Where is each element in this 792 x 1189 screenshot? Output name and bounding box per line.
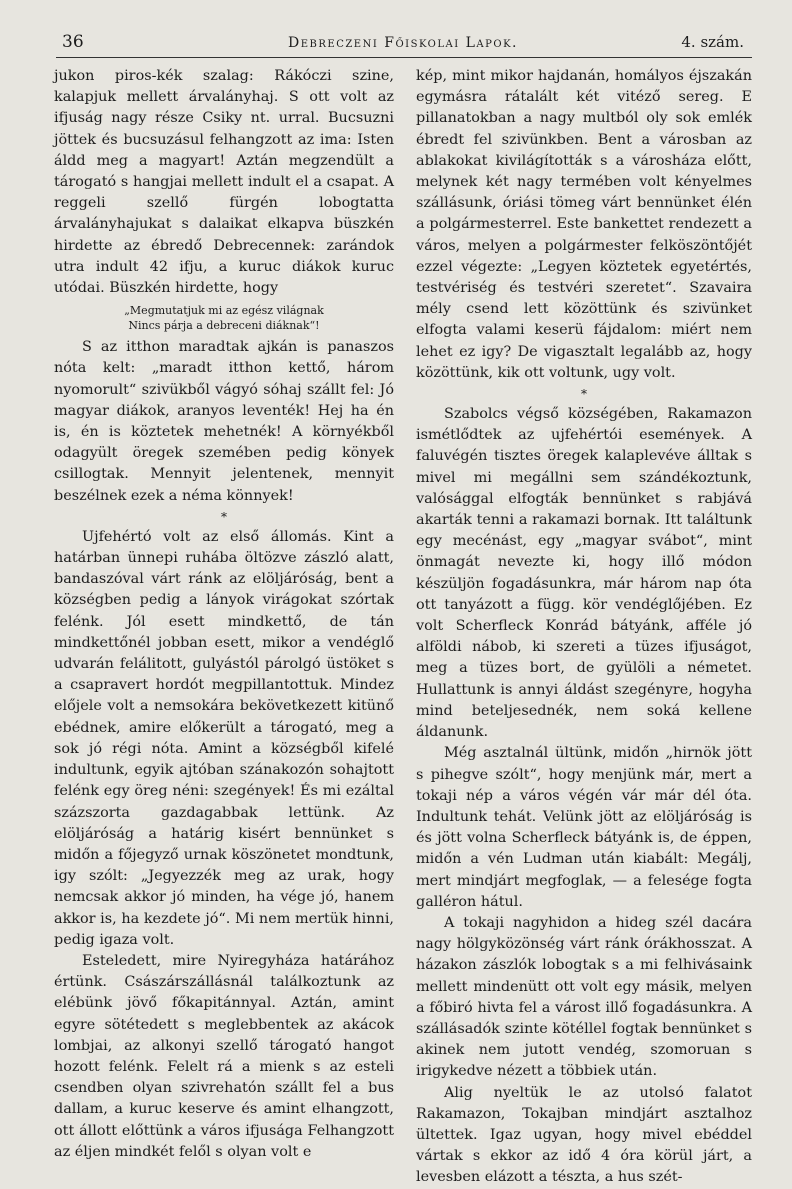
song-quote-line-2: Nincs párja a debreceni diáknak“! xyxy=(128,319,320,333)
right-paragraph-5: Alig nyeltük le az utolsó falatot Rakamazon, Tokajban mindjárt asztalhoz ültettek. Igaz ugyan, hogy mivel ebéddel vártak s ekkor az idő 4 óra körül járt, a levesben elázott a tészta, a hus szét- xyxy=(416,1084,752,1186)
issue-number: 4. szám. xyxy=(681,33,744,51)
right-paragraph-3: Még asztalnál ültünk, midőn „hirnök jött s pihegve szólt“, hogy menjünk már, mert a tokaji nép a város végén vár már dél óta. Indultunk tehát. Velünk jött az elöljáróság is és jött volna Scherfleck bátyánk is, de éppen, midőn a vén Ludman után kiabált: Megálj, mert mindjárt megfoglak, — a felesége fogta galléron hátul. xyxy=(416,745,752,910)
page-number: 36 xyxy=(62,32,84,52)
left-paragraph-3: Ujfehértó volt az első állomás. Kint a határban ünnepi ruhába öltözve zászló alatt, bandaszóval várt ránk az elöljáróság, bent a községben pedig a lányok virágokat szórtak felénk. Jól esett mindkettő, de tán mindkettőnél jobban esett, mikor a vendéglő udvarán felálitott, gulyástól párolgó üstöket s a csapravert hordót megpillantottuk. Mindez előjele volt a nemsokára bekövetkezett kitünő ebédnek, amire előkerült a tárogató, meg a sok jó régi nóta. Amint a községből kifelé indultunk, egyik ajtóban szánakozón sohajtott felénk egy öreg néni: szegények! És mi ezáltal százszorta gazdagabbak lettünk. Az elöljáróság a határig kisért bennünket s midőn a főjegyző urnak köszönetet mondtunk, igy szólt: „Jegyezzék meg az urak, hogy nemcsak akkor jó minden, ha vége jó, hanem akkor is, ha kezdete jó“. Mi nem mertük hinni, pedig igaza volt. xyxy=(54,528,394,948)
left-paragraph-4: Esteledett, mire Nyiregyháza határához értünk. Császárszállásnál találkoztunk az elébünk jövő főkapitánnyal. Aztán, amint egyre sötétedett s meglebbentek az akácok lombjai, az alkonyi szellő tárogató hangot hozott felénk. Felelt rá a mienk s az esteli csendben olyan szivrehatón szállt fel a bus dallam, a kuruc keserve és amint elhangzott, ott állott előttünk a város ifjusága Felhangzott az éljen mindkét felől s olyan volt e xyxy=(54,952,394,1160)
right-paragraph-1: kép, mint mikor hajdanán, homályos éjszakán egymásra rátalált két vitéző sereg. E pillanatokban a nagy multból oly sok emlék ébredt fel szivünkben. Bent a városban az ablakokat kivilágították s a városháza előtt, melynek két nagy termében volt kényelmes szállásunk, óriási tömeg várt bennünket élén a polgármesterrel. Este bankettet rendezett a város, melyen a polgármester felköszöntőjét ezzel végezte: „Legyen köztetek egyetértés, testvériség és testvéri szeretet“. Szavaira mély csend lett közöttünk és szivünket elfogta valami keserü fájdalom: miért nem lehet ez igy? De vigasztalt legalább az, hogy közöttünk, kik ott voltunk, ugy volt. xyxy=(416,68,752,381)
right-paragraph-2: Szabolcs végső községében, Rakamazon ismétlődtek az ujfehértói események. A faluvégén tisztes öregek kalaplevéve álltak s mivel mi megállni sem szándékoztunk, valósággal elfogták bennünket s rabjává akarták tenni a rakamazi bornak. Itt találtunk egy mecénást, egy „magyar svábot“, mint önmagát nevezte ki, hogy illő módon készüljön fogadásunkra, már három nap óta ott tanyázott a függ. kör vendéglőjében. Ez volt Scherfleck Konrád bátyánk, afféle jó alföldi nábob, ki szereti a tüzes ifjuságot, meg a tüzes bort, de gyülöli a németet. Hullattunk is annyi áldást szegényre, hogyha mind beteljesednék, nem soká kellene áldanunk. xyxy=(416,406,752,741)
section-separator: * xyxy=(581,387,587,402)
song-quote-line-1: „Megmutatjuk mi az egész világnak xyxy=(124,304,324,318)
left-paragraph-1: jukon piros-kék szalag: Rákóczi szine, kalapjuk mellett árvalányhaj. S ott volt az ifjuság nagy része Csiky nt. urral. Bucsuzni jöttek és bucsuzásul felhangzott az ima: Isten áldd meg a magyart! Aztán megzendült a tárogató s hangjai mellett indult el a csapat. A reggeli szellő fürgén lobogtatta árvalányhajukat s dalaikat elkapva büszkén hirdette az ébredő Debrecennek: zarándok utra indult 42 ifju, a kuruc diákok kuruc utódai. Büszkén hirdette, hogy xyxy=(54,68,394,297)
left-column xyxy=(54,66,394,1163)
left-paragraph-2: S az itthon maradtak ajkán is panaszos nóta kelt: „maradt itthon kettő, három nyomorult“ szivükből vágyó sóhaj szállt fel: Jó magyar diákok, aranyos leventék! Hej ha én is, én is köztetek mehetnék! A környékből odagyült öregek szemében pedig könyek csillogtak. Mennyit jelentenek, mennyit beszélnek ezek a néma könnyek! xyxy=(54,339,394,504)
right-column xyxy=(416,66,752,1189)
journal-title: Debreczeni Főiskolai Lapok. xyxy=(288,35,518,51)
song-quote xyxy=(54,303,394,333)
page-header xyxy=(62,30,744,56)
section-separator: * xyxy=(221,509,227,524)
right-paragraph-4: A tokaji nagyhidon a hideg szél dacára nagy hölgyközönség várt ránk órákhosszat. A házakon zászlók lobogtak s a mi felhivásaink mellett mindenütt ott volt egy másik, melyen a főbiró hivta fel a várost illő fogadásunkra. A szállásadók szinte kötéllel fogtak bennünket s akinek nem jutott vendég, szomoruan s irigykedve nézett a többiek után. xyxy=(416,914,752,1080)
header-rule xyxy=(56,57,752,58)
